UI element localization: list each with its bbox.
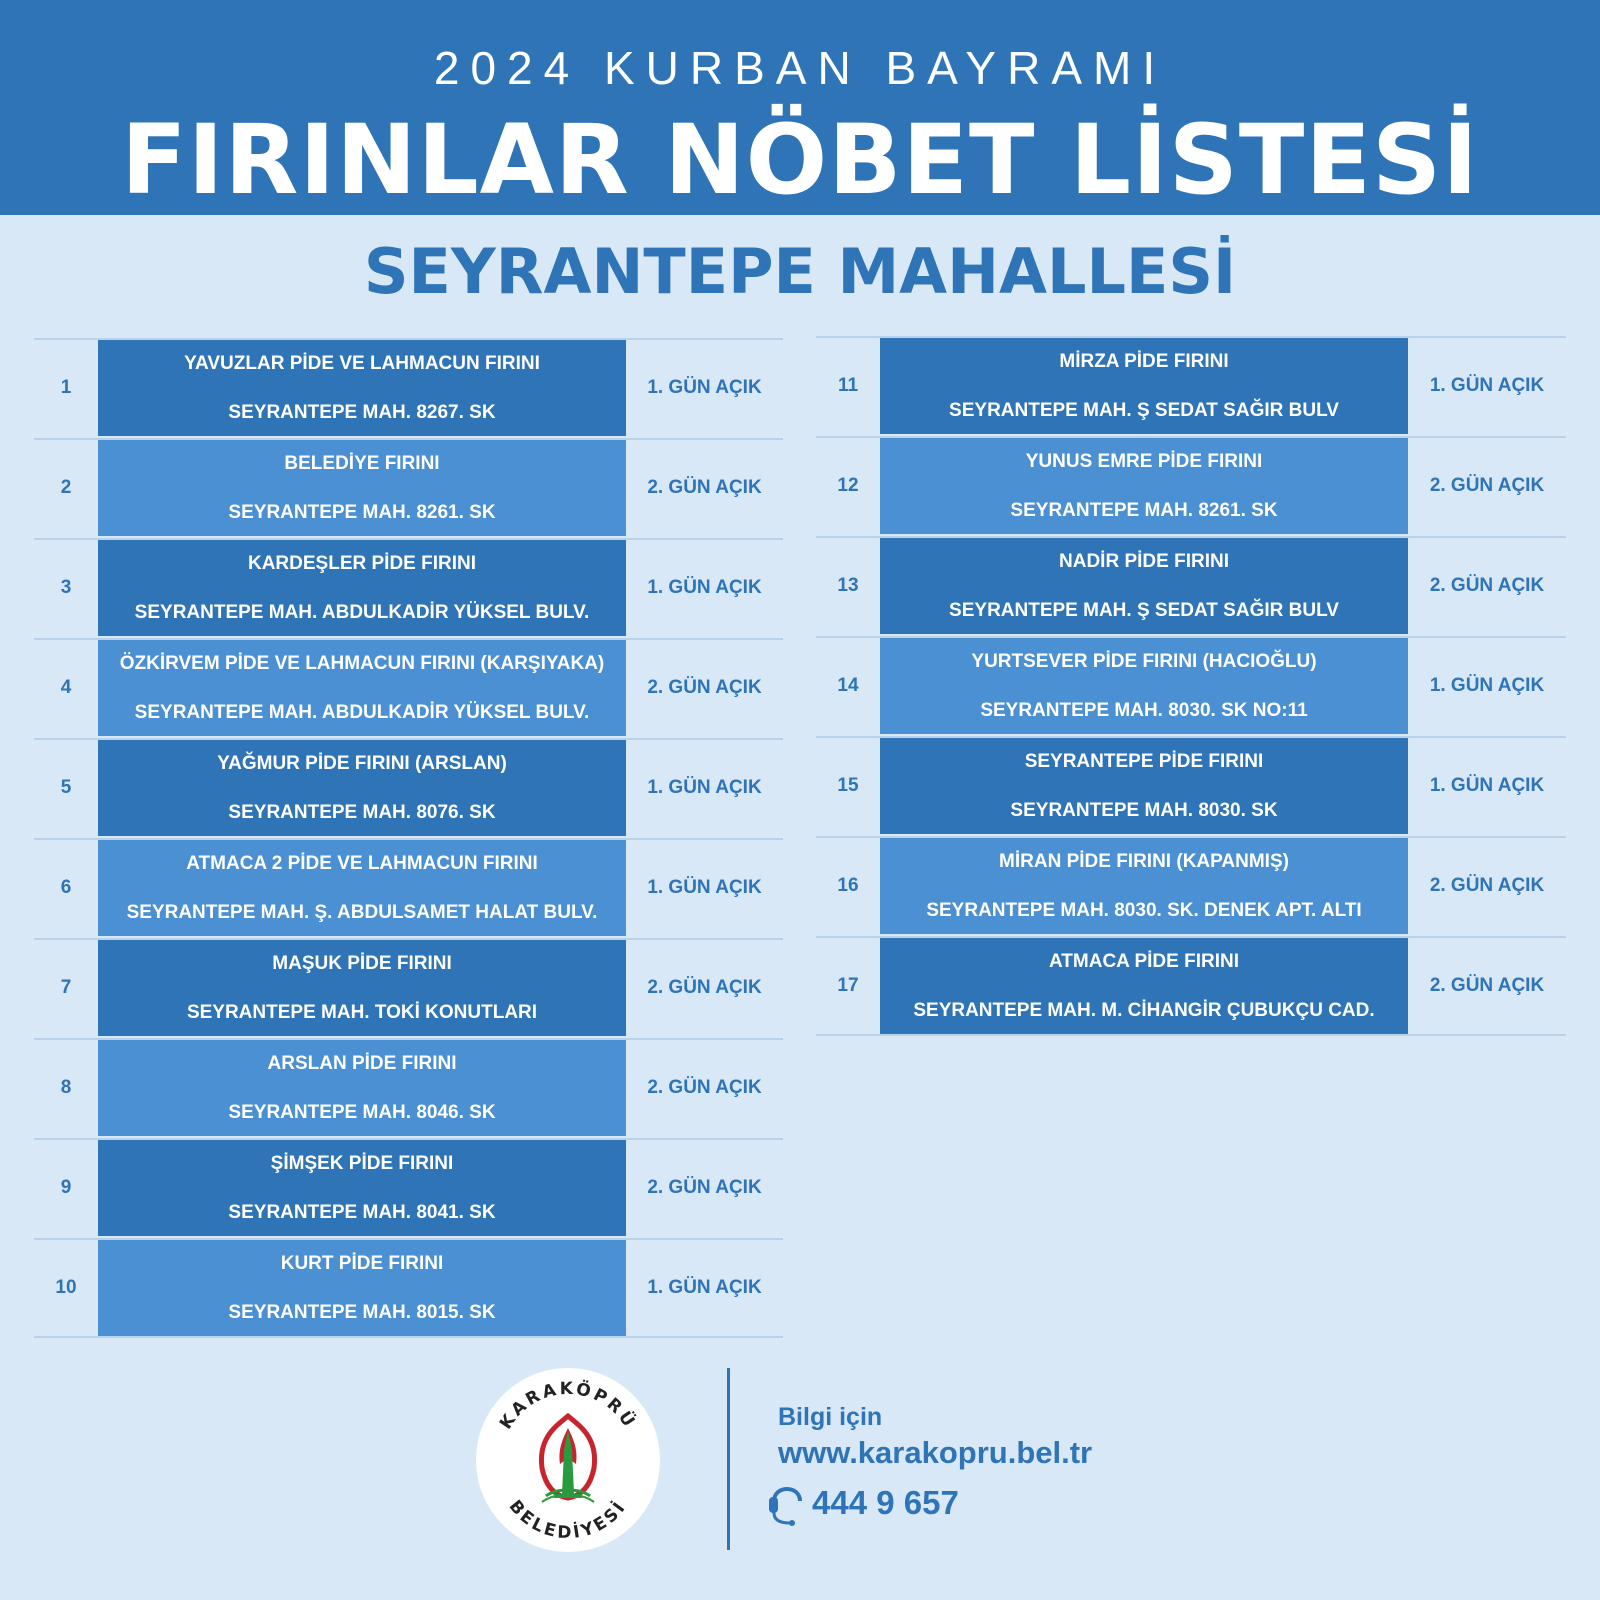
duty-status: 1. GÜN AÇIK — [1429, 675, 1545, 696]
row-number: 11 — [837, 375, 859, 396]
bakery-name: MİRAN PİDE FIRINI (KAPANMIŞ) — [999, 851, 1289, 872]
bakery-address: SEYRANTEPE MAH. Ş SEDAT SAĞIR BULV — [949, 600, 1339, 621]
bakery-name: ŞİMŞEK PİDE FIRINI — [270, 1153, 454, 1174]
bakery-address: SEYRANTEPE MAH. TOKİ KONUTLARI — [186, 1002, 538, 1023]
website-link[interactable]: www.karakopru.bel.tr — [778, 1435, 1093, 1470]
bakery-row — [816, 436, 1566, 534]
bakery-address: SEYRANTEPE MAH. 8267. SK — [228, 402, 496, 423]
bakery-info-box — [880, 938, 1408, 1034]
svg-text:BELEDİYESİ — [505, 1496, 631, 1544]
bakery-row — [816, 936, 1566, 1036]
bakery-info-box — [98, 940, 626, 1036]
footer-divider — [727, 1368, 730, 1550]
bakery-list-right — [816, 336, 1566, 1038]
bakery-row — [34, 1138, 783, 1236]
bakery-address: SEYRANTEPE MAH. ABDULKADİR YÜKSEL BULV. — [134, 602, 590, 623]
bakery-address: SEYRANTEPE MAH. 8030. SK — [1010, 800, 1278, 821]
bakery-address: SEYRANTEPE MAH. 8261. SK — [1010, 500, 1278, 521]
bakery-info-box — [880, 638, 1408, 734]
row-number: 8 — [60, 1077, 72, 1098]
row-number: 9 — [60, 1177, 72, 1198]
duty-status: 1. GÜN AÇIK — [647, 777, 762, 798]
bakery-row — [34, 738, 783, 836]
bakery-address: SEYRANTEPE MAH. 8261. SK — [228, 502, 496, 523]
bakery-name: BELEDİYE FIRINI — [284, 453, 440, 474]
bakery-address: SEYRANTEPE MAH. 8076. SK — [228, 802, 496, 823]
bakery-name: KURT PİDE FIRINI — [280, 1253, 444, 1274]
duty-status: 1. GÜN AÇIK — [647, 877, 762, 898]
duty-status: 2. GÜN AÇIK — [1429, 875, 1545, 896]
bakery-info-box — [880, 838, 1408, 934]
bakery-address: SEYRANTEPE MAH. Ş. ABDULSAMET HALAT BULV. — [126, 902, 598, 923]
bakery-address: SEYRANTEPE MAH. 8030. SK NO:11 — [980, 700, 1308, 721]
bakery-name: MİRZA PİDE FIRINI — [1059, 351, 1229, 372]
bakery-row — [34, 438, 783, 536]
bakery-list-left — [34, 338, 783, 1340]
phone-contact[interactable] — [766, 1475, 959, 1531]
bakery-info-box — [98, 1140, 626, 1236]
bakery-row — [34, 938, 783, 1036]
row-number: 12 — [837, 475, 859, 496]
bakery-address: SEYRANTEPE MAH. 8030. SK. DENEK APT. ALTI — [926, 900, 1362, 921]
bakery-info-box — [98, 840, 626, 936]
bakery-name: SEYRANTEPE PİDE FIRINI — [1024, 751, 1264, 772]
page-subtitle: 2024 KURBAN BAYRAMI — [433, 42, 1167, 94]
duty-status: 2. GÜN AÇIK — [1429, 475, 1545, 496]
row-number: 7 — [60, 977, 72, 998]
row-number: 2 — [60, 477, 72, 498]
bakery-row — [34, 1238, 783, 1338]
bakery-address: SEYRANTEPE MAH. ABDULKADİR YÜKSEL BULV. — [134, 702, 590, 723]
municipality-logo — [476, 1368, 660, 1552]
row-number: 14 — [837, 675, 859, 696]
bakery-info-box — [98, 440, 626, 536]
district-title: SEYRANTEPE MAHALLESİ — [363, 235, 1237, 308]
bakery-row — [34, 1038, 783, 1136]
bakery-name: YAVUZLAR PİDE VE LAHMACUN FIRINI — [184, 353, 540, 374]
tulip-tower-emblem — [541, 1416, 594, 1502]
duty-status: 2. GÜN AÇIK — [1429, 575, 1545, 596]
bakery-row — [816, 536, 1566, 634]
duty-status: 2. GÜN AÇIK — [1429, 975, 1545, 996]
bakery-info-box — [98, 740, 626, 836]
bakery-info-box — [98, 1040, 626, 1136]
bakery-name: ARSLAN PİDE FIRINI — [267, 1053, 457, 1074]
bakery-address: SEYRANTEPE MAH. 8046. SK — [228, 1102, 496, 1123]
duty-status: 2. GÜN AÇIK — [647, 977, 762, 998]
bakery-address: SEYRANTEPE MAH. 8015. SK — [228, 1302, 496, 1323]
bakery-name: KARDEŞLER PİDE FIRINI — [247, 553, 477, 574]
duty-status: 1. GÜN AÇIK — [1429, 775, 1545, 796]
logo-bottom-text: BELEDİYESİ — [504, 1496, 632, 1544]
bakery-name: YAĞMUR PİDE FIRINI (ARSLAN) — [217, 753, 507, 774]
row-number: 13 — [837, 575, 859, 596]
phone-number: 444 9 657 — [812, 1484, 959, 1521]
page-title: FIRINLAR NÖBET LİSTESİ — [121, 104, 1479, 216]
bakery-info-box — [880, 438, 1408, 534]
row-number: 10 — [55, 1277, 77, 1298]
bakery-name: YURTSEVER PİDE FIRINI (HACIOĞLU) — [971, 651, 1317, 672]
bakery-row — [816, 836, 1566, 934]
row-number: 17 — [837, 975, 859, 996]
bakery-name: ATMACA PİDE FIRINI — [1049, 951, 1239, 972]
bakery-info-box — [98, 640, 626, 736]
bakery-row — [816, 336, 1566, 434]
bakery-name: ATMACA 2 PİDE VE LAHMACUN FIRINI — [186, 853, 538, 874]
bakery-row — [816, 736, 1566, 834]
headset-icon — [766, 1475, 808, 1532]
bakery-row — [34, 538, 783, 636]
duty-status: 1. GÜN AÇIK — [647, 1277, 762, 1298]
duty-status: 2. GÜN AÇIK — [647, 677, 762, 698]
bakery-row — [34, 838, 783, 936]
bakery-name: ÖZKİRVEM PİDE VE LAHMACUN FIRINI (KARŞIYAKA) — [119, 653, 605, 674]
bakery-row — [34, 338, 783, 436]
bakery-row — [816, 636, 1566, 734]
bakery-info-box — [880, 738, 1408, 834]
bakery-info-box — [98, 540, 626, 636]
bakery-info-box — [880, 338, 1408, 434]
duty-status: 2. GÜN AÇIK — [647, 1177, 762, 1198]
row-number: 3 — [60, 577, 72, 598]
row-number: 1 — [60, 377, 72, 398]
bakery-name: YUNUS EMRE PİDE FIRINI — [1025, 451, 1263, 472]
bakery-info-box — [98, 340, 626, 436]
bakery-name: MAŞUK PİDE FIRINI — [272, 953, 452, 974]
row-number: 5 — [60, 777, 72, 798]
bakery-address: SEYRANTEPE MAH. M. CİHANGİR ÇUBUKÇU CAD. — [913, 1000, 1375, 1021]
svg-text:KARAKÖPRÜ — [496, 1377, 642, 1433]
bakery-info-box — [880, 538, 1408, 634]
bakery-row — [34, 638, 783, 736]
row-number: 6 — [60, 877, 72, 898]
logo-top-text: KARAKÖPRÜ — [496, 1378, 640, 1433]
bakery-address: SEYRANTEPE MAH. Ş SEDAT SAĞIR BULV — [949, 400, 1339, 421]
header-banner — [0, 0, 1600, 215]
row-number: 16 — [837, 875, 859, 896]
duty-status: 2. GÜN AÇIK — [647, 1077, 762, 1098]
row-number: 4 — [60, 677, 72, 698]
duty-status: 2. GÜN AÇIK — [647, 477, 762, 498]
bakery-name: NADİR PİDE FIRINI — [1059, 551, 1229, 572]
duty-status: 1. GÜN AÇIK — [647, 577, 762, 598]
info-title: Bilgi için — [778, 1403, 883, 1431]
duty-status: 1. GÜN AÇIK — [647, 377, 762, 398]
bakery-info-box — [98, 1240, 626, 1336]
row-number: 15 — [837, 775, 859, 796]
duty-status: 1. GÜN AÇIK — [1429, 375, 1545, 396]
bakery-address: SEYRANTEPE MAH. 8041. SK — [228, 1202, 496, 1223]
